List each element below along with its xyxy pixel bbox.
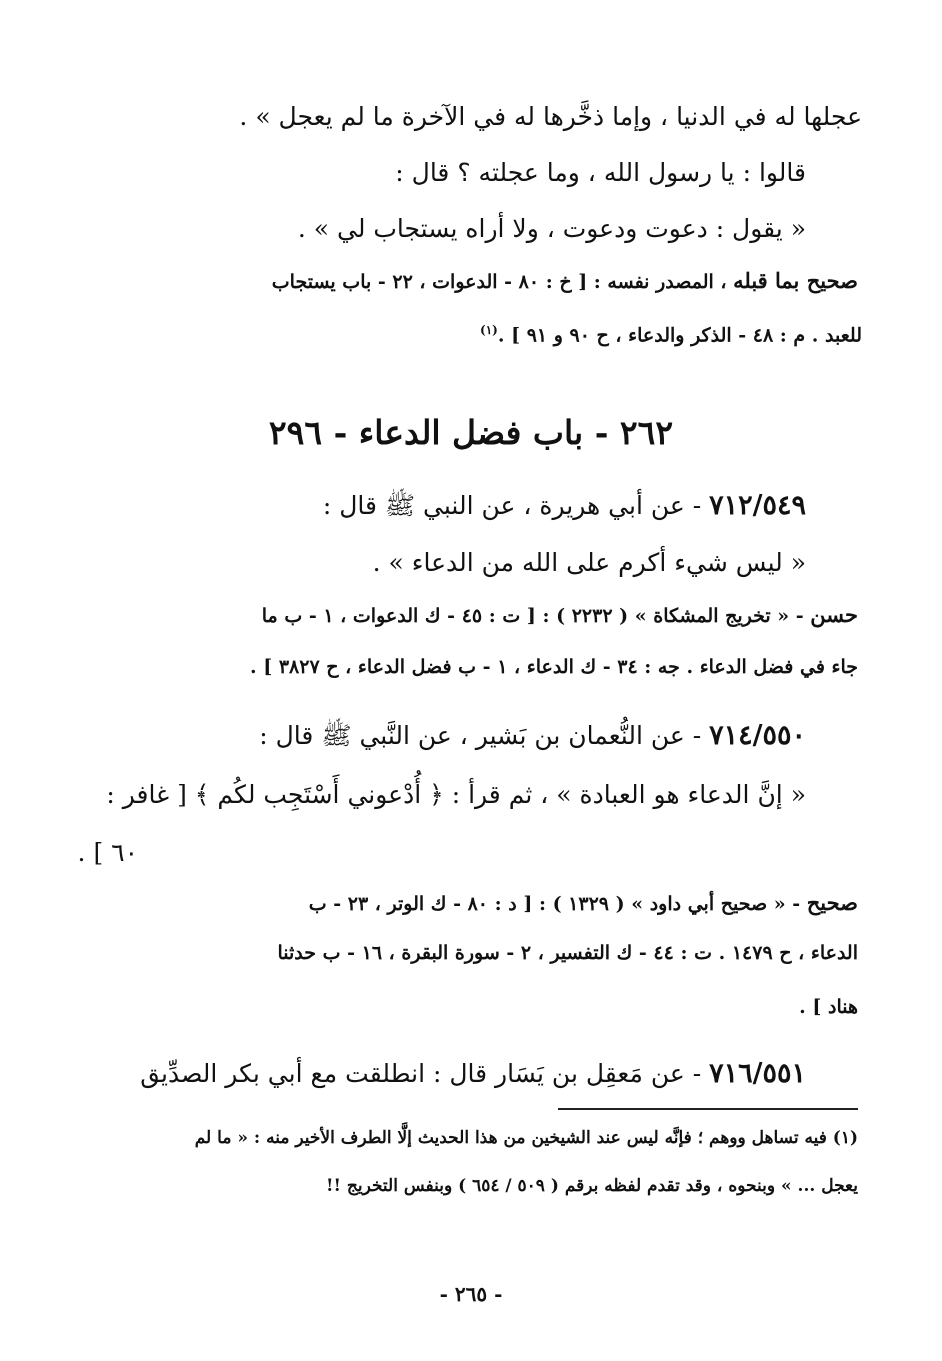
grade-label: حسن <box>810 602 858 627</box>
grade-text: - « صحيح أبي داود » ( ١٣٢٩ ) : [ د : ٨٠ - ك الوتر ، ٢٣ - ب <box>308 893 807 915</box>
text-line: قالوا : يا رسول الله ، وما عجلته ؟ قال : <box>395 158 806 187</box>
hadith-number: ٧١٢/٥٤٩ <box>709 490 806 521</box>
hadith-number: ٧١٦/٥٥١ <box>709 1058 806 1089</box>
footnote-line: (١) فيه تساهل ووهم ؛ فإنَّه ليس عند الشيخين من هذا الحديث إلَّا الطرف الأخير منه : « ما لم <box>194 1128 858 1148</box>
hadith-intro-text: - عن النُّعمان بن بَشير ، عن النَّبي ﷺ قال : <box>259 721 710 750</box>
grade-text: للعبد . م : ٤٨ - الذكر والدعاء ، ح ٩٠ و ٩١ ] . <box>497 324 862 347</box>
hadith-intro-text: - عن مَعقِل بن يَسَار قال : انطلقت مع أبي بكر الصدِّيق <box>140 1059 710 1088</box>
hadith-intro <box>140 1060 806 1087</box>
footnote-divider <box>558 1108 858 1110</box>
page-number: - ٢٦٥ - <box>439 1282 503 1306</box>
grade-line: جاء في فضل الدعاء . جه : ٣٤ - ك الدعاء ، ١ - ب فضل الدعاء ، ح ٣٨٢٧ ] . <box>249 656 858 678</box>
grade-line <box>262 604 858 626</box>
hadith-text: ٦٠ ] . <box>77 838 138 867</box>
grade-line: هناد ] . <box>799 996 858 1018</box>
chapter-heading: ٢٦٢ - باب فضل الدعاء - ٢٩٦ <box>268 413 674 452</box>
grade-text: - « تخريج المشكاة » ( ٢٢٣٢ ) : [ ت : ٤٥ - ك الدعوات ، ١ - ب ما <box>261 605 811 627</box>
grade-text: ، المصدر نفسه : [ خ : ٨٠ - الدعوات ، ٢٢ - باب يستجاب <box>271 271 734 293</box>
text-line: « يقول : دعوت ودعوت ، ولا أراه يستجاب لي » . <box>297 214 806 243</box>
grade-label: صحيح بما قبله <box>733 268 858 293</box>
hadith-text: « إنَّ الدعاء هو العبادة » ، ثم قرأ : ﴿ أُدْعوني أَسْتَجِب لكُم ﴾ [ غافر : <box>106 780 806 809</box>
grade-line <box>480 324 862 345</box>
hadith-text: « ليس شيء أكرم على الله من الدعاء » . <box>372 548 806 577</box>
grade-line <box>272 270 858 292</box>
hadith-intro <box>323 492 806 519</box>
hadith-intro <box>259 722 806 749</box>
hadith-intro-text: - عن أبي هريرة ، عن النبي ﷺ قال : <box>322 491 710 520</box>
hadith-number: ٧١٤/٥٥٠ <box>709 720 806 751</box>
grade-line <box>309 892 858 914</box>
text-line: عجلها له في الدنيا ، وإما ذخَّرها له في الآخرة ما لم يعجل » . <box>239 102 862 131</box>
grade-label: صحيح <box>806 890 858 915</box>
footnote-reference: (١) <box>480 323 498 337</box>
footnote-line: يعجل ... » وبنحوه ، وقد تقدم لفظه برقم ( ٥٠٩ / ٦٥٤ ) وبنفس التخريج !! <box>326 1176 858 1196</box>
grade-line: الدعاء ، ح ١٤٧٩ . ت : ٤٤ - ك التفسير ، ٢ - سورة البقرة ، ١٦ - ب حدثنا <box>277 942 858 964</box>
